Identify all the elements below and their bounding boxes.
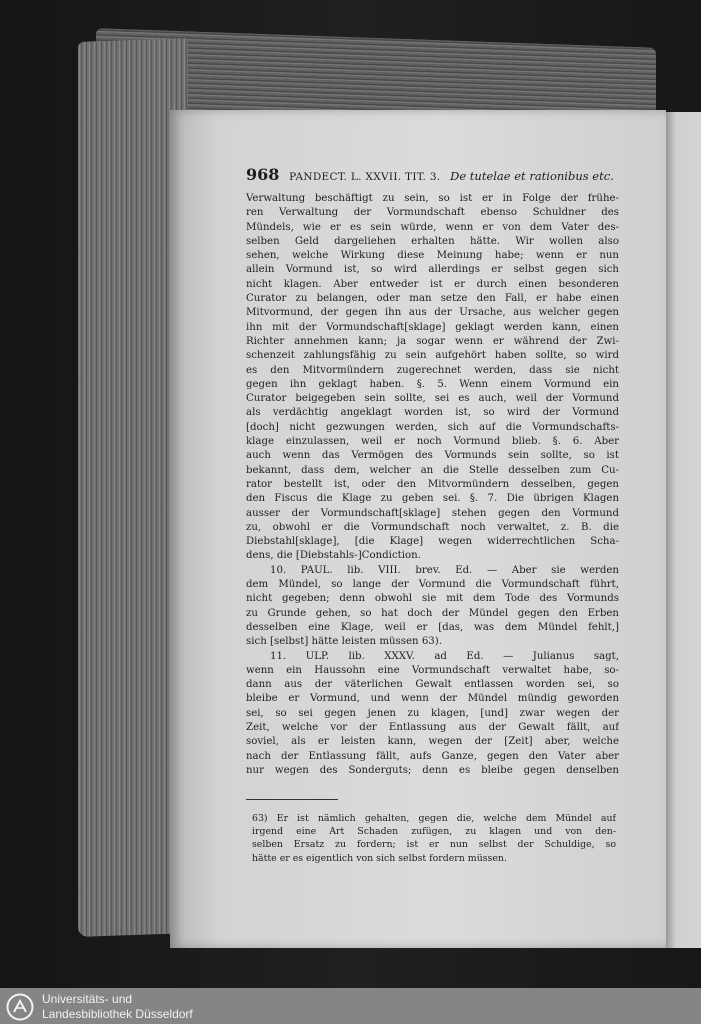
- book-page: [170, 110, 666, 948]
- ulb-logo-icon: [6, 993, 34, 1021]
- text-line: allein Vormund ist, so wird allerdings er selbst gegen sich: [246, 264, 619, 276]
- text-line: ausser der Vormundschaft[sklage] stehen gegen den Vormund: [246, 507, 619, 519]
- text-line: den Fiscus die Klage zu geben sei. §. 7. Die übrigen Klagen: [246, 493, 619, 505]
- footnote-line: hätte er es eigentlich von sich selbst fordern müssen.: [252, 852, 507, 864]
- text-line: wenn ein Haussohn eine Vormundschaft verwaltet habe, so-: [246, 664, 619, 676]
- footnote-line: selben Ersatz zu fordern; ist er nun selbst der Schuldige, so: [252, 839, 616, 851]
- section-title: De tutelae et rationibus etc.: [450, 169, 614, 183]
- text-line: selben Geld dargeliehen erhalten hätte. Wir wollen also: [246, 235, 619, 247]
- library-name-line2: Landesbibliothek Düsseldorf: [42, 1007, 193, 1021]
- text-line: sich [selbst] hätte leisten müssen 63).: [246, 636, 443, 648]
- footnote-rule: [246, 799, 338, 800]
- text-line: sehen, welche Wirkung diese Meinung habe; wenn er nun: [246, 250, 619, 262]
- text-line: zu Grunde gehen, so hat doch der Mündel gegen den Erben: [246, 607, 619, 619]
- text-line: als verdächtig angeklagt worden ist, so wird der Vormund: [246, 407, 619, 419]
- text-line: nur wegen des Sonderguts; denn es bleibe gegen denselben: [246, 764, 619, 776]
- text-line: Zeit, welche vor der Entlassung aus der Gewalt fällt, auf: [246, 721, 619, 733]
- text-line: 10. PAUL. lib. VIII. brev. Ed. — Aber sie werden: [270, 564, 619, 576]
- text-line: ren Verwaltung der Vormundschaft ebenso Schuldner des: [246, 207, 619, 219]
- text-line: dann aus der väterlichen Gewalt entlassen worden sei, so: [246, 679, 619, 691]
- text-line: Verwaltung beschäftigt zu sein, so ist er in Folge der frühe-: [246, 193, 619, 204]
- text-line: bekannt, dass dem, welcher an die Stelle desselben zum Cu-: [246, 464, 619, 476]
- library-footer: [0, 988, 701, 1024]
- text-line: soviel, als er leisten kann, wegen der [Zeit] aber, welche: [246, 736, 619, 748]
- text-line: sei, so sei gegen jenen zu klagen, [und] zwar wegen der: [246, 707, 619, 719]
- text-line: 11. ULP. lib. XXXV. ad Ed. — Julianus sagt,: [270, 650, 619, 662]
- footnote-line: irgend eine Art Schaden zufügen, zu klagen und von den-: [252, 826, 616, 838]
- pandect-reference: PANDECT. L. XXVII. TIT. 3.: [289, 171, 441, 183]
- text-line: nicht gegeben; denn obwohl sie mit dem Tode des Vormunds: [246, 593, 619, 605]
- text-line: [doch] nicht gezwungen werden, sich auf die Vormundschafts-: [246, 421, 619, 433]
- text-line: bleibe er Vormund, und wenn der Mündel mündig geworden: [246, 693, 619, 705]
- running-header: [246, 165, 646, 184]
- text-line: ihn mit der Vormundschaft[sklage] geklagt werden kann, einen: [246, 321, 619, 333]
- text-line: auch wenn das Vermögen des Vormunds sein sollte, so ist: [246, 450, 619, 462]
- footnote: [252, 812, 616, 865]
- text-line: es den Mitvormündern zugerechnet werden, dass sie nicht: [246, 364, 619, 376]
- facing-page: [664, 112, 701, 948]
- text-line: zu, obwohl er die Vormundschaft noch verwaltet, z. B. die: [246, 521, 619, 533]
- text-line: Diebstahl[sklage], [die Klage] wegen widerrechtlichen Scha-: [246, 536, 619, 548]
- text-line: Curator beigegeben sein sollte, sei es auch, weil der Vormund: [246, 393, 619, 405]
- library-name-line1: Universitäts- und: [42, 992, 133, 1006]
- text-line: Richter annehmen kann; ja sogar wenn er während der Zwi-: [246, 335, 619, 347]
- text-line: Mitvormund, der gegen ihn aus der Ursache, aus welcher gegen: [246, 307, 619, 319]
- text-line: nach der Entlassung fällt, aufs Ganze, gegen den Vater aber: [246, 750, 619, 762]
- text-line: rator bestellt ist, oder den Mitvormündern desselben, gegen: [246, 478, 619, 490]
- text-line: nicht klagen. Aber entweder ist er durch einen besonderen: [246, 278, 619, 290]
- page-number: 968: [246, 165, 280, 184]
- text-line: Curator zu belangen, oder man setze den Fall, er habe einen: [246, 293, 619, 305]
- text-line: schenzeit zahlungsfähig zu sein aufgehört haben sollte, so wird: [246, 350, 619, 362]
- text-line: dens, die [Diebstahls-]Condiction.: [246, 550, 421, 562]
- text-line: dem Mündel, so lange der Vormund die Vormundschaft führt,: [246, 579, 619, 591]
- text-line: desselben eine Klage, weil er [das, was dem Mündel fehlt,]: [246, 621, 619, 633]
- library-name: [42, 992, 193, 1022]
- text-line: gegen ihn geklagt haben. §. 5. Wenn einem Vormund ein: [246, 378, 619, 390]
- body-text: [246, 192, 619, 778]
- text-line: Mündels, wie er es sein würde, wenn er von dem Vater des-: [246, 221, 619, 233]
- footnote-line: 63) Er ist nämlich gehalten, gegen die, welche dem Mündel auf: [252, 813, 616, 824]
- text-line: klage einzulassen, weil er noch Vormund blieb. §. 6. Aber: [246, 436, 619, 448]
